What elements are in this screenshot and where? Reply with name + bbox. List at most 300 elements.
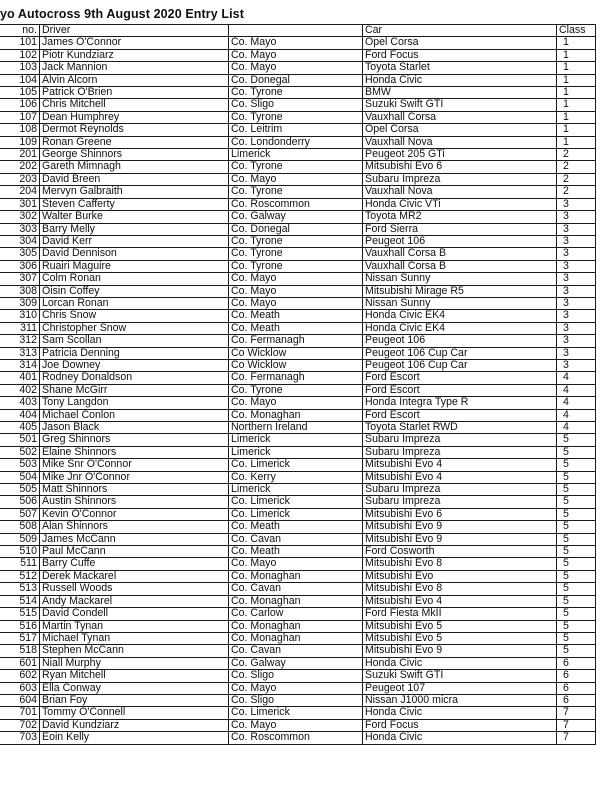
county: Co. Mayo <box>229 397 363 409</box>
car-model: Ford Escort <box>363 409 557 421</box>
table-row <box>0 186 596 198</box>
driver-name: Stephen McCann <box>40 645 229 657</box>
table-row <box>0 397 596 409</box>
driver-name: Ella Conway <box>40 682 229 694</box>
table-row <box>0 37 596 49</box>
car-class: 5 <box>557 595 596 607</box>
car-class: 3 <box>557 211 596 223</box>
county: Co. Mayo <box>229 297 363 309</box>
driver-name: Andy Mackarel <box>40 595 229 607</box>
car-class: 3 <box>557 235 596 247</box>
table-row <box>0 74 596 86</box>
driver-name: Austin Shinnors <box>40 496 229 508</box>
table-row <box>0 471 596 483</box>
car-class: 5 <box>557 484 596 496</box>
table-row <box>0 719 596 731</box>
header-county <box>229 25 363 37</box>
car-model: Subaru Impreza <box>363 434 557 446</box>
county: Co. Mayo <box>229 285 363 297</box>
car-class: 4 <box>557 372 596 384</box>
table-row <box>0 657 596 669</box>
car-model: Mitsubishi Evo 4 <box>363 459 557 471</box>
car-model: Nissan Sunny <box>363 297 557 309</box>
car-model: Peugeot 107 <box>363 682 557 694</box>
car-model: Mitsubishi Evo 4 <box>363 471 557 483</box>
driver-name: Rodney Donaldson <box>40 372 229 384</box>
county: Co. Fermanagh <box>229 335 363 347</box>
car-class: 3 <box>557 223 596 235</box>
entry-number: 308 <box>0 285 40 297</box>
car-class: 5 <box>557 434 596 446</box>
driver-name: Niall Murphy <box>40 657 229 669</box>
driver-name: Greg Shinnors <box>40 434 229 446</box>
driver-name: Matt Shinnors <box>40 484 229 496</box>
car-model: Ford Fiesta MkII <box>363 608 557 620</box>
driver-name: David Kundziarz <box>40 719 229 731</box>
driver-name: David Dennison <box>40 248 229 260</box>
entry-number: 307 <box>0 273 40 285</box>
header-driver: Driver <box>40 25 229 37</box>
entry-number: 405 <box>0 422 40 434</box>
entry-number: 106 <box>0 99 40 111</box>
car-model: Honda Civic <box>363 657 557 669</box>
county: Co. Galway <box>229 211 363 223</box>
header-car: Car <box>363 25 557 37</box>
driver-name: David Condell <box>40 608 229 620</box>
county: Co. Leitrim <box>229 124 363 136</box>
entry-number: 403 <box>0 397 40 409</box>
table-row <box>0 694 596 706</box>
car-model: Subaru Impreza <box>363 496 557 508</box>
entry-number: 303 <box>0 223 40 235</box>
table-row <box>0 173 596 185</box>
driver-name: Tommy O'Connell <box>40 707 229 719</box>
car-class: 5 <box>557 645 596 657</box>
car-class: 4 <box>557 409 596 421</box>
table-row <box>0 322 596 334</box>
car-class: 6 <box>557 682 596 694</box>
entry-number: 703 <box>0 732 40 744</box>
table-row <box>0 347 596 359</box>
entry-number: 401 <box>0 372 40 384</box>
car-class: 3 <box>557 335 596 347</box>
car-class: 5 <box>557 446 596 458</box>
header-no: no. <box>0 25 40 37</box>
car-class: 1 <box>557 99 596 111</box>
entry-number: 402 <box>0 384 40 396</box>
county: Co. Roscommon <box>229 732 363 744</box>
car-class: 5 <box>557 570 596 582</box>
county: Co. Donegal <box>229 223 363 235</box>
car-class: 5 <box>557 632 596 644</box>
car-class: 3 <box>557 260 596 272</box>
car-class: 1 <box>557 74 596 86</box>
table-row <box>0 533 596 545</box>
car-class: 3 <box>557 359 596 371</box>
entry-number: 506 <box>0 496 40 508</box>
driver-name: Colm Ronan <box>40 273 229 285</box>
table-row <box>0 235 596 247</box>
county: Co. Mayo <box>229 173 363 185</box>
driver-name: Piotr Kundziarz <box>40 49 229 61</box>
county: Limerick <box>229 446 363 458</box>
car-class: 5 <box>557 459 596 471</box>
entry-number: 517 <box>0 632 40 644</box>
table-row <box>0 583 596 595</box>
car-class: 5 <box>557 533 596 545</box>
car-model: Ford Focus <box>363 719 557 731</box>
table-row <box>0 508 596 520</box>
driver-name: Chris Mitchell <box>40 99 229 111</box>
car-model: Ford Sierra <box>363 223 557 235</box>
driver-name: Shane McGirr <box>40 384 229 396</box>
driver-name: David Breen <box>40 173 229 185</box>
entry-number: 305 <box>0 248 40 260</box>
car-model: Suzuki Swift GTI <box>363 670 557 682</box>
car-class: 3 <box>557 285 596 297</box>
car-class: 3 <box>557 322 596 334</box>
county: Co. Meath <box>229 310 363 322</box>
county: Co. Sligo <box>229 670 363 682</box>
table-row <box>0 484 596 496</box>
entry-number: 105 <box>0 87 40 99</box>
entry-number: 701 <box>0 707 40 719</box>
driver-name: Gareth Mimnagh <box>40 161 229 173</box>
table-row <box>0 136 596 148</box>
car-model: Peugeot 205 GTi <box>363 149 557 161</box>
table-row <box>0 434 596 446</box>
driver-name: James O'Connor <box>40 37 229 49</box>
table-row <box>0 682 596 694</box>
driver-name: Paul McCann <box>40 546 229 558</box>
car-model: Suzuki Swift GTI <box>363 99 557 111</box>
county: Co. Donegal <box>229 74 363 86</box>
driver-name: Brian Foy <box>40 694 229 706</box>
county: Co. Sligo <box>229 694 363 706</box>
car-model: Mitsubishi Evo 5 <box>363 632 557 644</box>
county: Co. Mayo <box>229 49 363 61</box>
car-class: 5 <box>557 583 596 595</box>
table-row <box>0 632 596 644</box>
driver-name: Steven Cafferty <box>40 198 229 210</box>
entry-number: 404 <box>0 409 40 421</box>
car-class: 4 <box>557 384 596 396</box>
driver-name: Jason Black <box>40 422 229 434</box>
county: Co. Carlow <box>229 608 363 620</box>
car-model: Vauxhall Nova <box>363 136 557 148</box>
car-model: BMW <box>363 87 557 99</box>
table-row <box>0 297 596 309</box>
entry-number: 311 <box>0 322 40 334</box>
county: Co. Monaghan <box>229 632 363 644</box>
car-model: Honda Civic <box>363 74 557 86</box>
car-class: 5 <box>557 608 596 620</box>
car-model: Nissan J1000 micra <box>363 694 557 706</box>
car-class: 1 <box>557 111 596 123</box>
county: Co. Mayo <box>229 273 363 285</box>
entry-number: 512 <box>0 570 40 582</box>
driver-name: Martin Tynan <box>40 620 229 632</box>
car-model: Mitsubishi Evo 6 <box>363 161 557 173</box>
car-class: 5 <box>557 471 596 483</box>
car-class: 2 <box>557 186 596 198</box>
car-model: Ford Escort <box>363 372 557 384</box>
table-row <box>0 124 596 136</box>
driver-name: Michael Tynan <box>40 632 229 644</box>
entry-number: 203 <box>0 173 40 185</box>
county: Co. Monaghan <box>229 570 363 582</box>
entry-number: 313 <box>0 347 40 359</box>
car-class: 7 <box>557 719 596 731</box>
car-model: Honda Civic EK4 <box>363 310 557 322</box>
car-class: 1 <box>557 49 596 61</box>
driver-name: Mike Snr O'Connor <box>40 459 229 471</box>
table-row <box>0 384 596 396</box>
county: Co. Mayo <box>229 558 363 570</box>
car-model: Honda Civic VTi <box>363 198 557 210</box>
car-model: Honda Civic <box>363 732 557 744</box>
driver-name: Sam Scollan <box>40 335 229 347</box>
county: Co. Tyrone <box>229 384 363 396</box>
page-title: yo Autocross 9th August 2020 Entry List <box>0 7 244 21</box>
car-class: 3 <box>557 198 596 210</box>
car-class: 4 <box>557 397 596 409</box>
car-model: Honda Integra Type R <box>363 397 557 409</box>
driver-name: Ryan Mitchell <box>40 670 229 682</box>
driver-name: Mike Jnr O'Connor <box>40 471 229 483</box>
entry-number: 501 <box>0 434 40 446</box>
driver-name: Joe Downey <box>40 359 229 371</box>
driver-name: George Shinnors <box>40 149 229 161</box>
driver-name: Elaine Shinnors <box>40 446 229 458</box>
car-model: Mitsubishi Evo 8 <box>363 583 557 595</box>
entry-number: 310 <box>0 310 40 322</box>
car-class: 5 <box>557 620 596 632</box>
car-class: 6 <box>557 694 596 706</box>
driver-name: Alan Shinnors <box>40 521 229 533</box>
table-row <box>0 595 596 607</box>
table-row <box>0 670 596 682</box>
car-class: 7 <box>557 732 596 744</box>
car-model: Mitsubishi Mirage R5 <box>363 285 557 297</box>
driver-name: Ronan Greene <box>40 136 229 148</box>
driver-name: Oisin Coffey <box>40 285 229 297</box>
county: Co. Mayo <box>229 719 363 731</box>
car-model: Peugeot 106 Cup Car <box>363 359 557 371</box>
table-row <box>0 570 596 582</box>
county: Co. Meath <box>229 521 363 533</box>
county: Co. Limerick <box>229 508 363 520</box>
county: Co. Limerick <box>229 707 363 719</box>
county: Co. Roscommon <box>229 198 363 210</box>
entry-number: 507 <box>0 508 40 520</box>
car-class: 3 <box>557 310 596 322</box>
car-model: Mitsubishi Evo 9 <box>363 645 557 657</box>
car-class: 5 <box>557 496 596 508</box>
county: Co. Tyrone <box>229 87 363 99</box>
entry-number: 312 <box>0 335 40 347</box>
car-model: Toyota Starlet <box>363 62 557 74</box>
table-row <box>0 260 596 272</box>
car-class: 6 <box>557 670 596 682</box>
header-class: Class <box>557 25 596 37</box>
driver-name: Michael Conlon <box>40 409 229 421</box>
entry-number: 516 <box>0 620 40 632</box>
car-model: Nissan Sunny <box>363 273 557 285</box>
county: Co. Monaghan <box>229 620 363 632</box>
entry-number: 502 <box>0 446 40 458</box>
car-model: Mitsubishi Evo <box>363 570 557 582</box>
table-row <box>0 372 596 384</box>
car-model: Toyota MR2 <box>363 211 557 223</box>
car-class: 4 <box>557 422 596 434</box>
table-row <box>0 459 596 471</box>
entry-number: 508 <box>0 521 40 533</box>
car-class: 5 <box>557 558 596 570</box>
entry-number: 301 <box>0 198 40 210</box>
county: Limerick <box>229 434 363 446</box>
car-model: Ford Escort <box>363 384 557 396</box>
car-model: Subaru Impreza <box>363 173 557 185</box>
table-row <box>0 359 596 371</box>
car-model: Opel Corsa <box>363 37 557 49</box>
entry-number: 505 <box>0 484 40 496</box>
car-class: 6 <box>557 657 596 669</box>
table-row <box>0 707 596 719</box>
entry-number: 511 <box>0 558 40 570</box>
driver-name: Eoin Kelly <box>40 732 229 744</box>
driver-name: Dermot Reynolds <box>40 124 229 136</box>
entry-number: 603 <box>0 682 40 694</box>
entry-number: 514 <box>0 595 40 607</box>
county: Co. Limerick <box>229 459 363 471</box>
driver-name: Christopher Snow <box>40 322 229 334</box>
entry-number: 702 <box>0 719 40 731</box>
table-row <box>0 149 596 161</box>
driver-name: Jack Mannion <box>40 62 229 74</box>
county: Co. Tyrone <box>229 260 363 272</box>
driver-name: Ruairi Maguire <box>40 260 229 272</box>
entry-number: 201 <box>0 149 40 161</box>
table-row <box>0 161 596 173</box>
car-model: Ford Cosworth <box>363 546 557 558</box>
table-row <box>0 211 596 223</box>
entry-number: 513 <box>0 583 40 595</box>
car-model: Toyota Starlet RWD <box>363 422 557 434</box>
car-model: Vauxhall Corsa <box>363 111 557 123</box>
car-class: 1 <box>557 62 596 74</box>
table-row <box>0 546 596 558</box>
table-row <box>0 608 596 620</box>
table-row <box>0 62 596 74</box>
car-class: 2 <box>557 149 596 161</box>
entry-number: 509 <box>0 533 40 545</box>
driver-name: Barry Melly <box>40 223 229 235</box>
entry-number: 101 <box>0 37 40 49</box>
entry-number: 504 <box>0 471 40 483</box>
county: Co. Monaghan <box>229 409 363 421</box>
entry-number: 108 <box>0 124 40 136</box>
car-class: 7 <box>557 707 596 719</box>
driver-name: Tony Langdon <box>40 397 229 409</box>
car-model: Ford Focus <box>363 49 557 61</box>
county: Co. Mayo <box>229 682 363 694</box>
car-model: Vauxhall Corsa B <box>363 260 557 272</box>
driver-name: Chris Snow <box>40 310 229 322</box>
table-row <box>0 223 596 235</box>
car-class: 5 <box>557 508 596 520</box>
county: Limerick <box>229 484 363 496</box>
entry-number: 107 <box>0 111 40 123</box>
entry-number: 202 <box>0 161 40 173</box>
county: Co. Cavan <box>229 533 363 545</box>
car-class: 3 <box>557 248 596 260</box>
county: Co. Cavan <box>229 583 363 595</box>
car-class: 1 <box>557 136 596 148</box>
driver-name: Dean Humphrey <box>40 111 229 123</box>
car-class: 1 <box>557 124 596 136</box>
driver-name: Patricia Denning <box>40 347 229 359</box>
table-row <box>0 87 596 99</box>
table-row <box>0 620 596 632</box>
entry-number: 304 <box>0 235 40 247</box>
table-row <box>0 198 596 210</box>
county: Co. Kerry <box>229 471 363 483</box>
car-class: 5 <box>557 546 596 558</box>
county: Northern Ireland <box>229 422 363 434</box>
driver-name: Barry Cuffe <box>40 558 229 570</box>
car-model: Vauxhall Corsa B <box>363 248 557 260</box>
entry-number: 309 <box>0 297 40 309</box>
car-model: Honda Civic <box>363 707 557 719</box>
entry-number: 109 <box>0 136 40 148</box>
table-row <box>0 521 596 533</box>
driver-name: David Kerr <box>40 235 229 247</box>
car-model: Vauxhall Nova <box>363 186 557 198</box>
county: Co. Sligo <box>229 99 363 111</box>
car-class: 3 <box>557 273 596 285</box>
entry-number: 103 <box>0 62 40 74</box>
table-row <box>0 273 596 285</box>
entry-number: 515 <box>0 608 40 620</box>
driver-name: James McCann <box>40 533 229 545</box>
table-row <box>0 111 596 123</box>
county: Co. Londonderry <box>229 136 363 148</box>
entry-list-table <box>0 24 596 745</box>
county: Co. Tyrone <box>229 235 363 247</box>
entry-number: 306 <box>0 260 40 272</box>
county: Limerick <box>229 149 363 161</box>
table-row <box>0 732 596 744</box>
table-header-row <box>0 25 596 37</box>
table-row <box>0 285 596 297</box>
car-model: Mitsubishi Evo 9 <box>363 533 557 545</box>
table-row <box>0 335 596 347</box>
car-model: Mitsubishi Evo 6 <box>363 508 557 520</box>
entry-number: 510 <box>0 546 40 558</box>
table-row <box>0 99 596 111</box>
car-class: 1 <box>557 87 596 99</box>
county: Co. Tyrone <box>229 161 363 173</box>
county: Co. Tyrone <box>229 111 363 123</box>
table-row <box>0 409 596 421</box>
driver-name: Patrick O'Brien <box>40 87 229 99</box>
entry-number: 601 <box>0 657 40 669</box>
car-model: Mitsubishi Evo 4 <box>363 595 557 607</box>
car-model: Peugeot 106 <box>363 335 557 347</box>
table-row <box>0 49 596 61</box>
entry-number: 102 <box>0 49 40 61</box>
